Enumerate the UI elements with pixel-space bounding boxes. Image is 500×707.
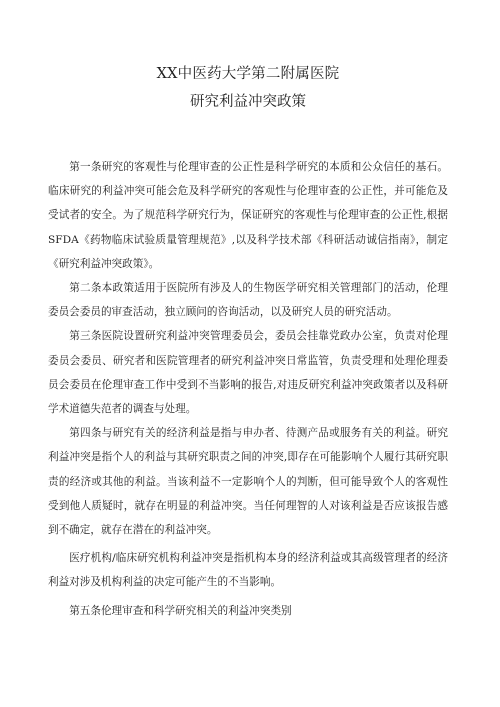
document-title: XX中医药大学第二附属医院 bbox=[156, 66, 340, 82]
article-1-paragraph: 第一条研究的客观性与伦理审查的公正性是科学研究的本质和公众信任的基石。临床研究的利益冲突可能会危及科学研究的客观性与伦理审查的公正性，并可能危及受试者的安全。为了规范科学研究行为，保证研究的客观性与伦理审查的公正性,根据SFDA《药物临床试验质量管理规范》,以及科学技术部《科研活动诚信指南》，制定《研究利益冲突政策》。 bbox=[48, 161, 448, 270]
article-4-paragraph: 第四条与研究有关的经济利益是指与申办者、待测产品或服务有关的利益。研究利益冲突是指个人的利益与其研究职责之间的冲突,即存在可能影响个人履行其研究职责的经济或其他的利益。当该利益不一定影响个人的判断，但可能导致个人的客观性受到他人质疑时，就存在明显的利益冲突。当任何理智的人对该利益是否应该报告感到不确定，就存在潜在的利益冲突。 bbox=[48, 427, 448, 537]
document-subtitle: 研究利益冲突政策 bbox=[190, 94, 306, 110]
article-2-paragraph: 第二条本政策适用于医院所有涉及人的生物医学研究相关管理部门的活动，伦理委员会委员的审查活动，独立顾问的咨询活动，以及研究人员的研究活动。 bbox=[48, 282, 448, 319]
article-5-paragraph: 第五条伦理审查和科学研究相关的利益冲突类别 bbox=[69, 604, 292, 617]
institution-conflict-paragraph: 医疗机构/临床研究机构利益冲突是指机构本身的经济利益或其高级管理者的经济利益对涉及机构利益的决定可能产生的不当影响。 bbox=[48, 552, 448, 589]
title-block bbox=[48, 0, 448, 112]
document-body bbox=[48, 155, 448, 623]
article-3-paragraph: 第三条医院设置研究利益冲突管理委员会，委员会挂靠党政办公室，负责对伦理委员会委员、研究者和医院管理者的研究利益冲突日常监管，负责受理和处理伦理委员会委员在伦理审查工作中受到不当影响的报告,对违反研究利益冲突政策者以及科研学术道德失范者的调查与处理。 bbox=[48, 330, 448, 416]
